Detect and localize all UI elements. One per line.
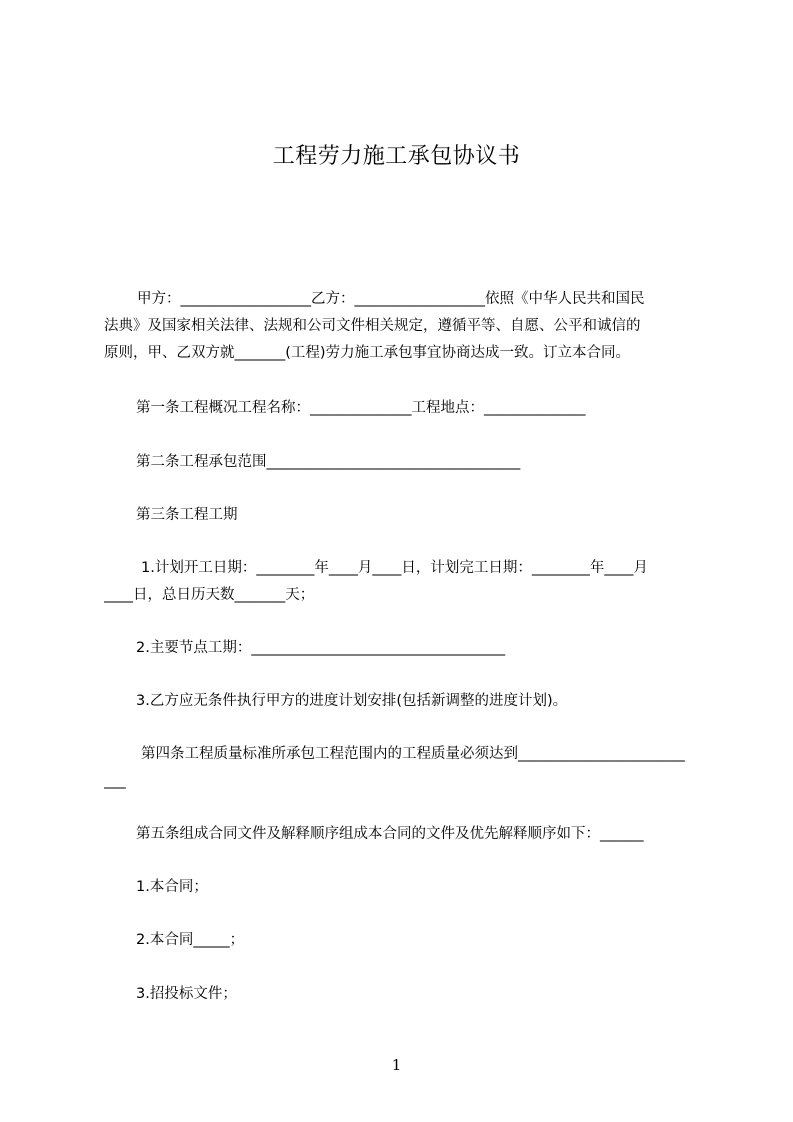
article-5-item-2-text: 2.本合同_____；	[136, 932, 245, 948]
article-3-item-2-text: 2.主要节点工期：___________________________________	[136, 640, 506, 656]
intro-line: 甲方：__________________乙方：__________________依照《中华人民共和国民	[137, 291, 645, 307]
article-1	[104, 395, 700, 422]
article-4-line: ___	[104, 773, 126, 789]
article-3-item-3-text: 3.乙方应无条件执行甲方的进度计划安排(包括新调整的进度计划)。	[136, 693, 568, 709]
article-3-item-1	[104, 555, 700, 609]
intro-line: 法典》及国家相关法律、法规和公司文件相关规定，遵循平等、自愿、公平和诚信的	[104, 318, 641, 334]
article-3-item-1-line: ____日，总日历天数_______天；	[104, 587, 315, 603]
article-3-heading	[104, 502, 700, 529]
intro-paragraph	[104, 286, 700, 367]
article-3-item-3	[104, 688, 700, 715]
article-5-item-3-text: 3.招投标文件；	[136, 986, 237, 1002]
article-4-line: 第四条工程质量标准所承包工程范围内的工程质量必须达到_______________________	[141, 746, 685, 762]
article-2	[104, 449, 700, 476]
article-5-item-2	[104, 927, 700, 954]
article-4	[104, 741, 700, 795]
article-5-item-3	[104, 981, 700, 1008]
intro-line: 原则，甲、乙双方就_______(工程)劳力施工承包事宜协商达成一致。订立本合同。	[104, 345, 631, 361]
article-3-heading-text: 第三条工程工期	[136, 507, 238, 523]
article-3-item-1-line: 1.计划开工日期：________年____月____日，计划完工日期：________年____月	[141, 560, 648, 576]
article-5-heading	[104, 821, 700, 848]
article-2-text: 第二条工程承包范围___________________________________	[136, 454, 521, 470]
article-5-item-1	[104, 874, 700, 901]
article-5-heading-text: 第五条组成合同文件及解释顺序组成本合同的文件及优先解释顺序如下：______	[136, 826, 644, 842]
article-1-text: 第一条工程概况工程名称：______________工程地点：______________	[136, 400, 586, 416]
page-title: 工程劳力施工承包协议书	[272, 144, 521, 169]
article-5-item-1-text: 1.本合同；	[136, 879, 208, 895]
page-number: 1	[391, 1056, 402, 1074]
article-3-item-2	[104, 635, 700, 662]
